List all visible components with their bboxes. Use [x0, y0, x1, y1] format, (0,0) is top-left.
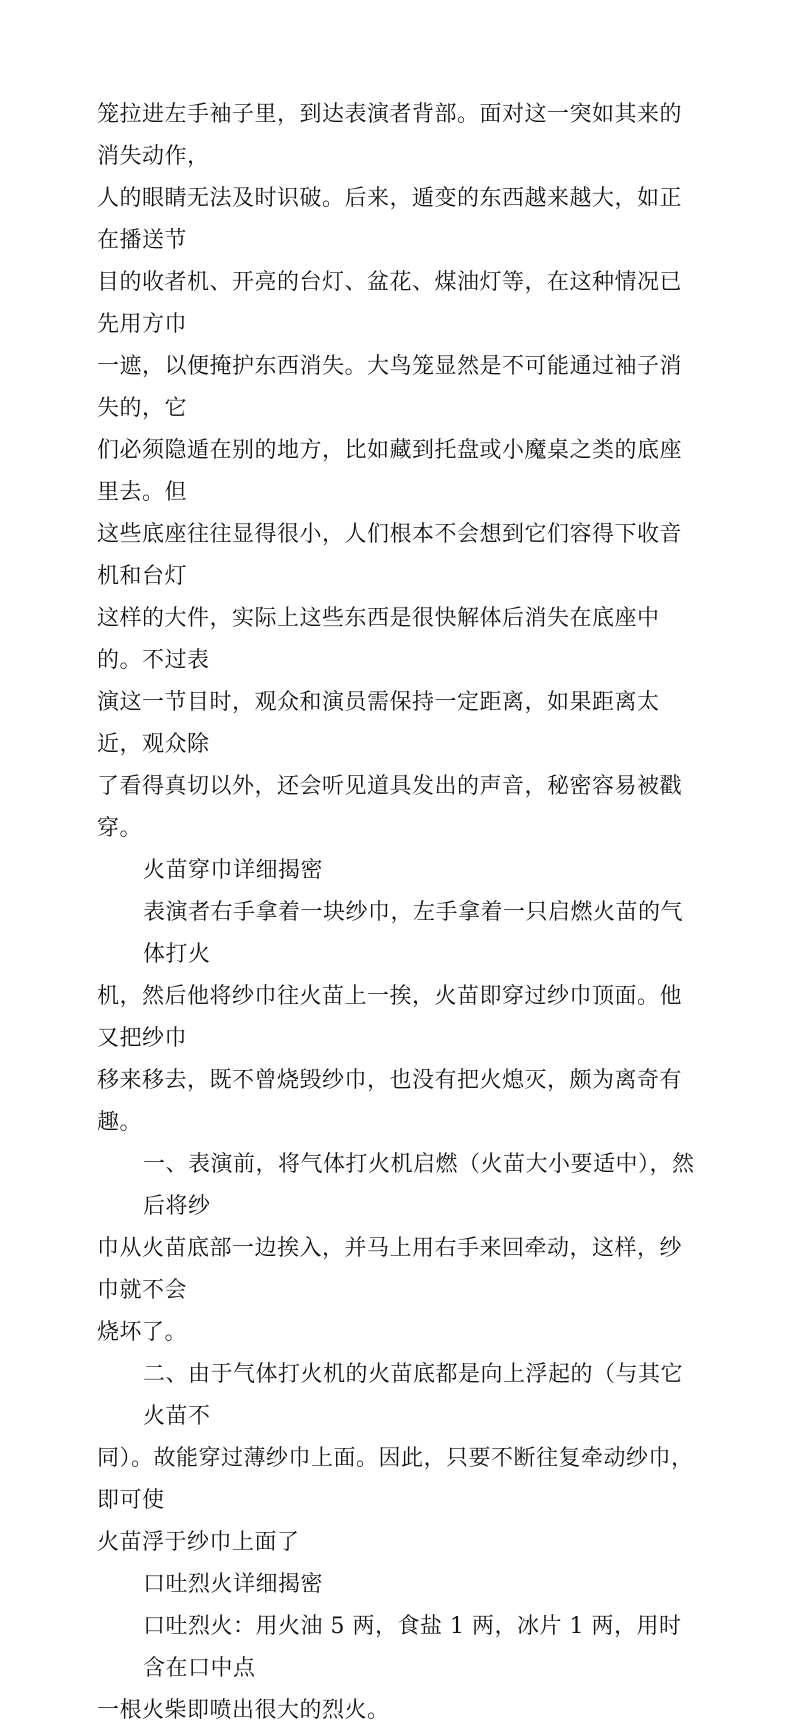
paragraph-line: 一根火柴即喷出很大的烈火。 [97, 1698, 390, 1723]
section-heading: 火苗穿巾详细揭密 [143, 858, 324, 883]
paragraph-line: 一遮，以便掩护东西消失。大鸟笼显然是不可能通过袖子消失的，它 [97, 354, 683, 421]
paragraph-line: 机，然后他将纱巾往火苗上一挨，火苗即穿过纱巾顶面。他又把纱巾 [97, 984, 683, 1051]
paragraph-line: 火苗浮于纱巾上面了 [97, 1530, 300, 1555]
paragraph-line: 移来移去，既不曾烧毁纱巾，也没有把火熄灭，颇为离奇有趣。 [97, 1068, 683, 1135]
paragraph-line: 巾从火苗底部一边挨入，并马上用右手来回牵动，这样，纱巾就不会 [97, 1236, 683, 1303]
section-heading: 口吐烈火详细揭密 [143, 1572, 324, 1597]
paragraph-line: 们必须隐遁在别的地方，比如藏到托盘或小魔桌之类的底座里去。但 [97, 438, 683, 505]
paragraph-line: 烧坏了。 [97, 1320, 188, 1345]
paragraph-line: 笼拉进左手袖子里，到达表演者背部。面对这一突如其来的消失动作， [97, 102, 683, 169]
paragraph-line: 了看得真切以外，还会听见道具发出的声音，秘密容易被戳穿。 [97, 774, 683, 841]
paragraph-line: 表演者右手拿着一块纱巾，左手拿着一只启燃火苗的气体打火 [143, 900, 684, 967]
paragraph-line: 同）。故能穿过薄纱巾上面。因此，只要不断往复牵动纱巾，即可使 [97, 1446, 694, 1513]
paragraph-line: 二、由于气体打火机的火苗底都是向上浮起的（与其它火苗不 [143, 1362, 684, 1429]
paragraph-line: 这些底座往往显得很小，人们根本不会想到它们容得下收音机和台灯 [97, 522, 683, 589]
paragraph-line: 这样的大件，实际上这些东西是很快解体后消失在底座中的。不过表 [97, 606, 660, 673]
paragraph-line: 演这一节目时，观众和演员需保持一定距离，如果距离太近，观众除 [97, 690, 660, 757]
paragraph-line: 人的眼睛无法及时识破。后来，遁变的东西越来越大，如正在播送节 [97, 186, 683, 253]
paragraph-line: 一、表演前，将气体打火机启燃（火苗大小要适中），然后将纱 [143, 1152, 695, 1219]
paragraph-line: 目的收者机、开亮的台灯、盆花、煤油灯等，在这种情况已先用方巾 [97, 270, 683, 337]
paragraph-line: 口吐烈火：用火油 5 两，食盐 1 两，冰片 1 两，用时含在口中点 [143, 1614, 682, 1681]
